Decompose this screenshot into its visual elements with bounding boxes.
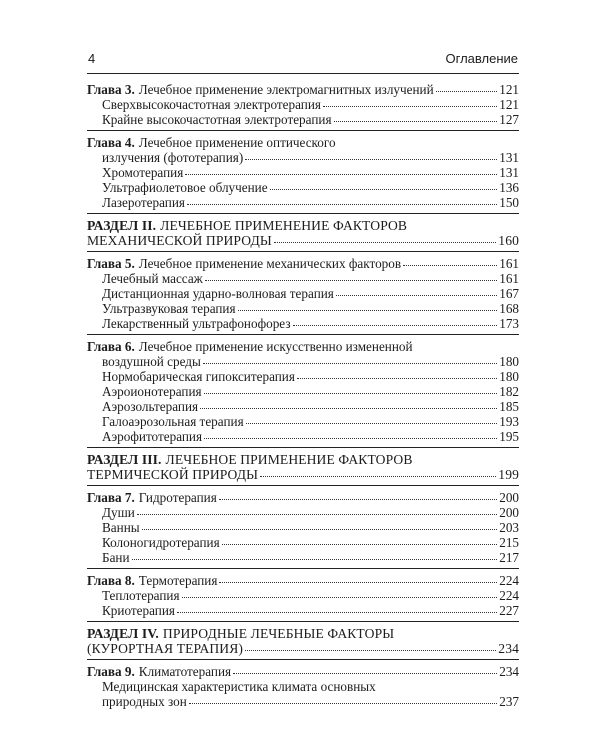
toc-entry-line [87,664,519,679]
toc-chapter [87,573,519,618]
dot-leader [436,90,498,92]
page-number: 4 [88,51,96,66]
toc-entry-line [87,256,519,271]
dot-leader [274,241,496,243]
entry-divider [87,334,519,335]
dot-leader [177,611,497,613]
dot-leader [297,377,497,379]
chapter-label: Глава 5. [87,256,135,271]
subentry-title: Души [102,505,135,520]
subentry-title: Ванны [102,520,140,535]
dot-leader [219,581,497,583]
toc-entry-line [87,150,519,165]
toc-chapter [87,339,519,444]
page-ref: 150 [499,195,519,210]
toc-subentry-line [87,679,519,694]
dot-leader [189,702,497,704]
dot-leader [185,173,497,175]
chapter-label: Глава 9. [87,664,135,679]
page-ref: 161 [499,271,519,286]
entry-title: воздушной среды [102,354,201,369]
page-ref: 182 [499,384,519,399]
entry-title: излучения (фототерапия) [102,150,244,165]
section-label: РАЗДЕЛ III. [87,452,162,467]
toc-subentry [87,165,519,180]
subentry-title: Нормобарическая гипокситерапия [102,369,295,384]
section-label: РАЗДЕЛ II. [87,218,157,233]
subentry-title: Лекарственный ультрафонофорез [102,316,291,331]
page-ref: 195 [499,429,519,444]
subentry-title: Крайне высокочастотная электротерапия [102,112,332,127]
toc-entry-line [87,218,519,233]
subentry-title: Ультразвуковая терапия [102,301,236,316]
chapter-label: Глава 6. [87,339,135,354]
entry-title: ТЕРМИЧЕСКОЙ ПРИРОДЫ [87,467,259,482]
entry-title: ЛЕЧЕБНОЕ ПРИМЕНЕНИЕ ФАКТОРОВ [165,452,413,467]
entry-title: Климатотерапия [138,664,232,679]
page-ref: 224 [499,588,519,603]
dot-leader [246,422,498,424]
entry-title: Лечебное применение механических факторов [138,256,402,271]
dot-leader [403,264,497,266]
entry-divider [87,659,519,660]
dot-leader [245,649,496,651]
page-ref: 203 [499,520,519,535]
toc-subentry [87,550,519,565]
dot-leader [200,407,497,409]
page-ref: 185 [499,399,519,414]
dot-leader [238,309,498,311]
page-ref: 237 [499,694,519,709]
page-ref: 167 [499,286,519,301]
toc-entry-line [87,490,519,505]
toc-subentry-line [87,694,519,709]
dot-leader [132,558,498,560]
dot-leader [336,294,497,296]
toc-chapter [87,82,519,127]
subentry-title: Хромотерапия [102,165,184,180]
toc-entry-line [87,339,519,354]
toc-section [87,218,519,248]
chapter-label: Глава 8. [87,573,135,588]
subentry-title: Лечебный массаж [102,271,203,286]
page-ref: 199 [498,467,519,482]
toc-entry-line [87,641,519,656]
toc-subentry [87,588,519,603]
page-ref: 193 [499,414,519,429]
toc-chapter [87,256,519,331]
section-label: РАЗДЕЛ IV. [87,626,159,641]
subentry-title: природных зон [102,694,187,709]
toc-subentry [87,369,519,384]
toc-subentry [87,603,519,618]
table-of-contents [87,82,519,709]
entry-title: Лечебное применение электромагнитных излучений [138,82,434,97]
toc-subentry [87,112,519,127]
toc-subentry [87,520,519,535]
dot-leader [245,158,497,160]
page-ref: 180 [499,354,519,369]
page-ref: 224 [499,573,519,588]
subentry-title: Ультрафиолетовое облучение [102,180,268,195]
subentry-title: Бани [102,550,130,565]
toc-section [87,452,519,482]
dot-leader [204,437,497,439]
subentry-title: Колоногидротерапия [102,535,220,550]
page-ref: 168 [499,301,519,316]
entry-title: Лечебное применение искусственно измененной [138,339,413,354]
toc-chapter [87,490,519,565]
toc-entry-line [87,354,519,369]
dot-leader [323,105,497,107]
dot-leader [182,596,498,598]
page-ref: 173 [499,316,519,331]
page-ref: 200 [499,505,519,520]
page-ref: 161 [499,256,519,271]
dot-leader [260,475,496,477]
subentry-title: Криотерапия [102,603,175,618]
toc-subentry [87,271,519,286]
subentry-title: Лазеротерапия [102,195,185,210]
entry-divider [87,130,519,131]
toc-subentry [87,195,519,210]
dot-leader [137,513,497,515]
toc-subentry [87,429,519,444]
entry-title: ПРИРОДНЫЕ ЛЕЧЕБНЫЕ ФАКТОРЫ [162,626,395,641]
entry-divider [87,251,519,252]
dot-leader [187,203,497,205]
toc-subentry [87,301,519,316]
chapter-label: Глава 7. [87,490,135,505]
entry-title: Гидротерапия [138,490,217,505]
toc-entry-line [87,135,519,150]
page-ref: 127 [499,112,519,127]
entry-title: (КУРОРТНАЯ ТЕРАПИЯ) [87,641,243,656]
toc-subentry [87,399,519,414]
entry-divider [87,213,519,214]
toc-entry-line [87,467,519,482]
toc-subentry [87,505,519,520]
subentry-title: Дистанционная ударно-волновая терапия [102,286,334,301]
header-rule [87,73,519,74]
toc-section [87,626,519,656]
subentry-title: Медицинская характеристика климата основных [102,679,376,694]
dot-leader [205,279,497,281]
page-ref: 227 [499,603,519,618]
subentry-title: Аэроионотерапия [102,384,202,399]
entry-title: Лечебное применение оптического [138,135,336,150]
entry-title: МЕХАНИЧЕСКОЙ ПРИРОДЫ [87,233,272,248]
page-ref: 215 [499,535,519,550]
dot-leader [142,528,498,530]
toc-subentry [87,316,519,331]
entry-divider [87,485,519,486]
toc-subentry [87,414,519,429]
chapter-label: Глава 3. [87,82,135,97]
dot-leader [270,188,498,190]
toc-entry-line [87,452,519,467]
subentry-title: Теплотерапия [102,588,180,603]
toc-subentry [87,180,519,195]
subentry-title: Аэрофитотерапия [102,429,203,444]
dot-leader [293,324,498,326]
page-ref: 160 [498,233,519,248]
entry-divider [87,447,519,448]
page-ref: 234 [499,664,519,679]
page-ref: 121 [499,82,519,97]
subentry-title: Аэрозольтерапия [102,399,199,414]
toc-chapter [87,135,519,210]
page-ref: 136 [499,180,519,195]
dot-leader [222,543,498,545]
entry-divider [87,621,519,622]
entry-divider [87,568,519,569]
page-ref: 217 [499,550,519,565]
entry-title: ЛЕЧЕБНОЕ ПРИМЕНЕНИЕ ФАКТОРОВ [160,218,408,233]
running-header-title: Оглавление [445,51,518,66]
page-ref: 180 [499,369,519,384]
dot-leader [204,392,498,394]
page-ref: 234 [498,641,519,656]
toc-subentry [87,97,519,112]
toc-subentry [87,286,519,301]
subentry-title: Сверхвысокочастотная электротерапия [102,97,321,112]
dot-leader [203,362,497,364]
subentry-title: Галоаэрозольная терапия [102,414,244,429]
toc-subentry [87,384,519,399]
toc-entry-line [87,573,519,588]
page-ref: 131 [499,165,519,180]
entry-title: Термотерапия [138,573,218,588]
toc-subentry [87,535,519,550]
dot-leader [334,120,498,122]
dot-leader [219,498,497,500]
toc-entry-line [87,82,519,97]
toc-entry-line [87,233,519,248]
toc-entry-line [87,626,519,641]
page-ref: 121 [499,97,519,112]
dot-leader [233,672,497,674]
chapter-label: Глава 4. [87,135,135,150]
toc-chapter [87,664,519,709]
page-ref: 200 [499,490,519,505]
page-ref: 131 [499,150,519,165]
